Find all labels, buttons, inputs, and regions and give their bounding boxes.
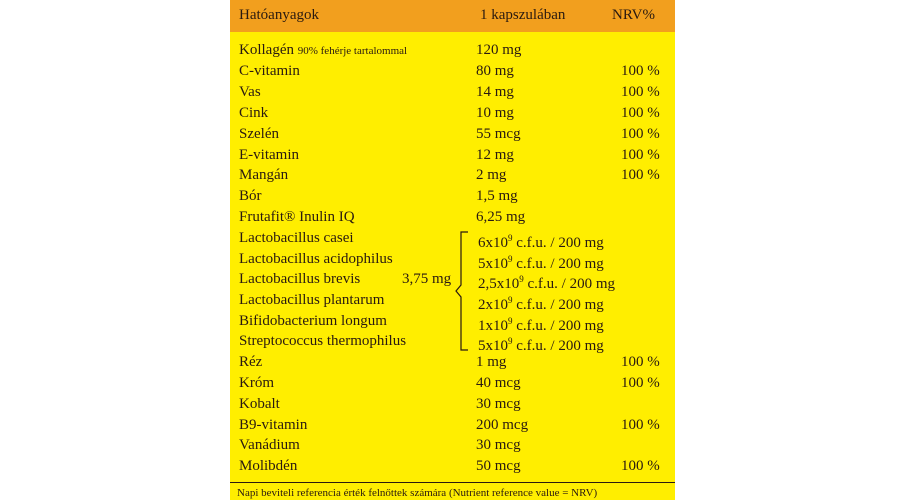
probiotic-total-amount: 3,75 mg: [402, 271, 452, 287]
footnote: Napi beviteli referencia érték felnőttek számára (Nutrient reference value = NRV): [237, 487, 598, 499]
table-row: [230, 146, 675, 167]
table-row: [230, 104, 675, 125]
probiotic-name: Lactobacillus brevis: [239, 271, 361, 287]
ingredient-name: Cink: [239, 105, 269, 121]
probiotic-dose: $1x10^9$ c.f.u. / 200 mg: [478, 316, 604, 334]
probiotic-name: Lactobacillus plantarum: [239, 292, 385, 308]
probiotic-row: [230, 229, 675, 250]
ingredient-name: Króm: [239, 375, 274, 391]
ingredient-amount: 30 mcg: [476, 437, 521, 453]
table-row: [230, 125, 675, 146]
ingredient-amount: 12 mg: [476, 147, 514, 163]
ingredient-amount: 120 mg: [476, 42, 522, 58]
group-brace: [454, 231, 470, 351]
table-row: [230, 166, 675, 187]
header-per-capsule: 1 kapszulában: [480, 7, 566, 23]
ingredient-amount: 1 mg: [476, 354, 507, 370]
table-row: [230, 62, 675, 83]
ingredient-name: Mangán: [239, 167, 289, 183]
table-row: [230, 395, 675, 416]
ingredient-amount: 6,25 mg: [476, 209, 526, 225]
probiotic-row: [230, 332, 675, 353]
probiotic-dose: $2,5x10^9$ c.f.u. / 200 mg: [478, 274, 615, 292]
probiotic-name: Streptococcus thermophilus: [239, 333, 407, 349]
ingredient-name: Vas: [239, 84, 261, 100]
probiotic-dose: $2x10^9$ c.f.u. / 200 mg: [478, 295, 604, 313]
ingredient-name: Bór: [239, 188, 262, 204]
table-row: [230, 457, 675, 478]
probiotic-name: Bifidobacterium longum: [239, 313, 387, 329]
ingredient-amount: 50 mcg: [476, 458, 521, 474]
table-row: [230, 374, 675, 395]
ingredient-amount: 1,5 mg: [476, 188, 518, 204]
probiotic-dose: $5x10^9$ c.f.u. / 200 mg: [478, 254, 604, 272]
table-row: [230, 83, 675, 104]
table-row: [230, 41, 675, 62]
ingredient-nrv: 100 %: [621, 147, 660, 163]
ingredient-name: Frutafit® Inulin IQ: [239, 209, 355, 225]
ingredient-name: Szelén: [239, 126, 279, 142]
ingredient-amount: 30 mcg: [476, 396, 521, 412]
header-nrv: NRV%: [612, 7, 655, 23]
table-row: [230, 187, 675, 208]
ingredient-nrv: 100 %: [621, 105, 660, 121]
ingredient-name: Kobalt: [239, 396, 280, 412]
ingredient-nrv: 100 %: [621, 354, 660, 370]
nutrition-table: [230, 0, 675, 500]
ingredient-amount: 10 mg: [476, 105, 514, 121]
ingredient-nrv: 100 %: [621, 375, 660, 391]
ingredient-name: C-vitamin: [239, 63, 300, 79]
ingredient-name: Kollagén 90% fehérje tartalommal: [239, 42, 408, 58]
footer-divider: [230, 482, 675, 483]
ingredient-amount: 40 mcg: [476, 375, 521, 391]
table-row: [230, 436, 675, 457]
probiotic-row: [230, 312, 675, 333]
ingredient-amount: 2 mg: [476, 167, 507, 183]
table-header: [230, 0, 675, 32]
ingredient-name: E-vitamin: [239, 147, 299, 163]
ingredient-nrv: 100 %: [621, 84, 660, 100]
header-ingredients: Hatóanyagok: [239, 7, 319, 23]
ingredient-amount: 200 mcg: [476, 417, 529, 433]
table-row: [230, 353, 675, 374]
probiotic-dose: $5x10^9$ c.f.u. / 200 mg: [478, 336, 604, 354]
ingredient-nrv: 100 %: [621, 167, 660, 183]
ingredient-amount: 80 mg: [476, 63, 514, 79]
probiotic-row: [230, 291, 675, 312]
ingredient-amount: 55 mcg: [476, 126, 521, 142]
ingredient-name: Vanádium: [239, 437, 300, 453]
probiotic-row: [230, 270, 675, 291]
ingredient-note: 90% fehérje tartalommal: [297, 45, 408, 57]
ingredient-nrv: 100 %: [621, 63, 660, 79]
table-row: [230, 208, 675, 229]
ingredient-name: Molibdén: [239, 458, 298, 474]
probiotic-dose: $6x10^9$ c.f.u. / 200 mg: [478, 233, 604, 251]
table-row: [230, 416, 675, 437]
ingredient-name: Réz: [239, 354, 263, 370]
probiotic-name: Lactobacillus acidophilus: [239, 251, 393, 267]
probiotic-name: Lactobacillus casei: [239, 230, 354, 246]
ingredient-nrv: 100 %: [621, 126, 660, 142]
ingredient-amount: 14 mg: [476, 84, 514, 100]
ingredient-name: B9-vitamin: [239, 417, 308, 433]
ingredient-nrv: 100 %: [621, 458, 660, 474]
ingredient-nrv: 100 %: [621, 417, 660, 433]
probiotic-row: [230, 250, 675, 271]
